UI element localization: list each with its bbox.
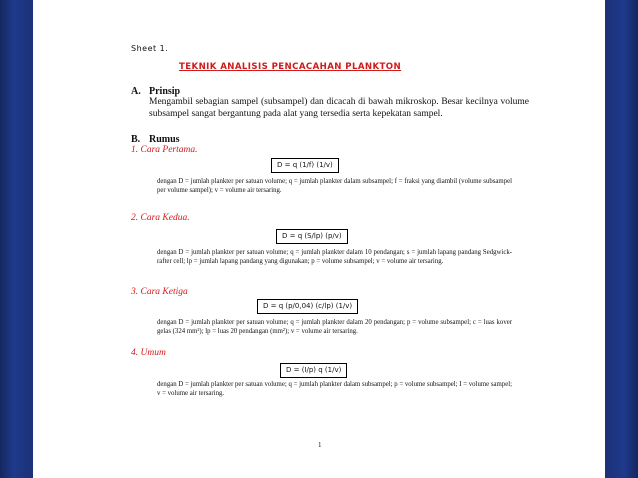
section-a-text: Mengambil sebagian sampel (subsampel) dan dicacah di bawah mikroskop. Besar kecilnya volume subsampel sangat bergantung pada alat yang tersedia serta kepekatan sampel.	[149, 97, 529, 119]
method-1-description: dengan D = jumlah plankter per satuan volume; q = jumlah plankter dalam subsampel; f = fraksi yang diambil (volume subsampel per volume sampel); v = volume air tersaring.	[157, 178, 512, 194]
method-1-heading: 1. Cara Pertama.	[131, 145, 198, 155]
method-3-description: dengan D = jumlah plankter per satuan volume; q = jumlah plankter dalam 20 pendangan; p = volume subsampel; c = luas kover gelas (324 mm²); lp = luas 20 pendangan (mm²); v = volume air tersaring.	[157, 319, 512, 335]
method-3-heading: 3. Cara Ketiga	[131, 287, 188, 297]
section-a-label: A.	[131, 86, 141, 97]
method-2-description: dengan D = jumlah plankter per satuan volume; q = jumlah plankter dalam 10 pendangan; s = jumlah lapang pandang Sedgwick-rafter cell; lp = jumlah lapang pandang yang digunakan; p = volume subsampel; v = volume air tersaring.	[157, 249, 512, 265]
page-title: TEKNIK ANALISIS PENCACAHAN PLANKTON	[179, 62, 402, 72]
section-a-title: Prinsip	[149, 86, 181, 97]
page-number: 1	[318, 441, 322, 449]
method-4-formula: D = (I/p) q (1/v)	[280, 363, 347, 378]
method-2-heading: 2. Cara Kedua.	[131, 213, 190, 223]
method-4-heading: 4. Umum	[131, 348, 166, 358]
method-1-formula: D = q (1/f) (1/v)	[271, 158, 339, 173]
section-b-label: B.	[131, 134, 141, 145]
section-b-title: Rumus	[149, 134, 180, 145]
method-2-formula: D = q (S/lp) (p/v)	[276, 229, 348, 244]
document-page	[33, 0, 605, 478]
sheet-label: Sheet 1.	[131, 44, 169, 53]
method-4-description: dengan D = jumlah plankter per satuan volume; q = jumlah plankter dalam subsampel; p = volume subsampel; I = volume sampel; v = volume air tersaring.	[157, 381, 512, 397]
method-3-formula: D = q (p/0,04) (c/lp) (1/v)	[257, 299, 358, 314]
